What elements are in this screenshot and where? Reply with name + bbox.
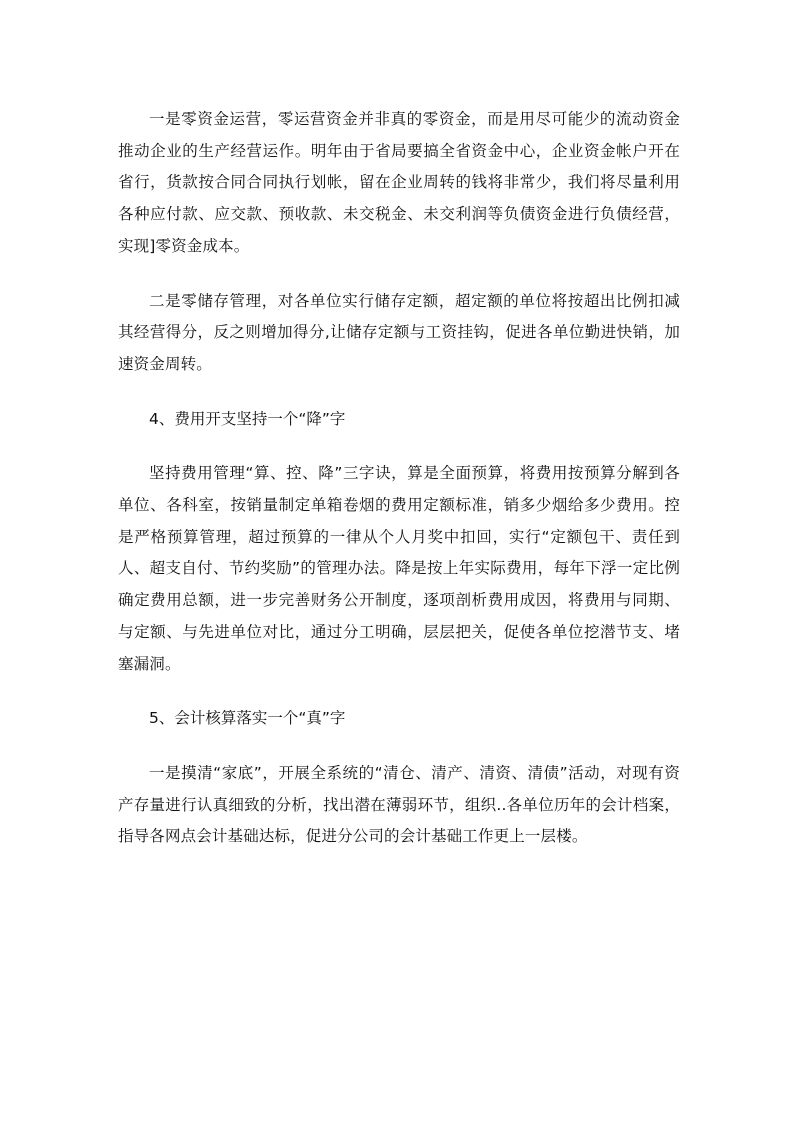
paragraph-gap <box>118 381 680 404</box>
paragraph-gap <box>118 735 680 758</box>
paragraph-gap <box>118 680 680 703</box>
section-heading-expense-reduction: 4、费用开支坚持一个“降”字 <box>149 409 346 428</box>
document-body <box>118 104 680 853</box>
paragraph-expense-management: 坚持费用管理“算、控、降”三字诀，算是全面预算，将费用按预算分解到各单位、各科室，按销量制定单箱卷烟的费用定额标准，销多少烟给多少费用。控是严格预算管理，超过预算的一律从个人月奖中扣回，实行“定额包干、责任到人、超支自付、节约奖励”的管理办法。降是按上年实际费用，每年下浮一定比例确定费用总额，进一步完善财务公开制度，逐项剖析费用成因，将费用与同期、与定额、与先进单位对比，通过分工明确，层层把关，促使各单位挖潜节支、堵塞漏洞。 <box>118 464 680 673</box>
paragraph-gap <box>118 263 680 286</box>
paragraph-zero-inventory-management: 二是零储存管理，对各单位实行储存定额，超定额的单位将按超出比例扣减其经营得分，反之则增加得分,让储存定额与工资挂钩，促进各单位勤进快销，加速资金周转。 <box>118 291 680 373</box>
section-heading-accounting-accuracy: 5、会计核算落实一个“真”字 <box>149 709 346 728</box>
paragraph-gap <box>118 435 680 458</box>
paragraph-zero-capital-operation: 一是零资金运营，零运营资金并非真的零资金，而是用尽可能少的流动资金推动企业的生产经营运作。明年由于省局要搞全省资金中心，企业资金帐户开在省行，货款按合同合同执行划帐，留在企业周转的钱将非常少，我们将尽量利用各种应付款、应交款、预收款、未交税金、未交利润等负债资金进行负债经营，实现]零资金成本。 <box>118 110 680 255</box>
paragraph-asset-inventory: 一是摸清“家底”，开展全系统的“清仓、清产、清资、清债”活动，对现有资产存量进行认真细致的分析，找出潜在薄弱环节，组织..各单位历年的会计档案，指导各网点会计基础达标，促进分公司的会计基础工作更上一层楼。 <box>118 763 680 846</box>
